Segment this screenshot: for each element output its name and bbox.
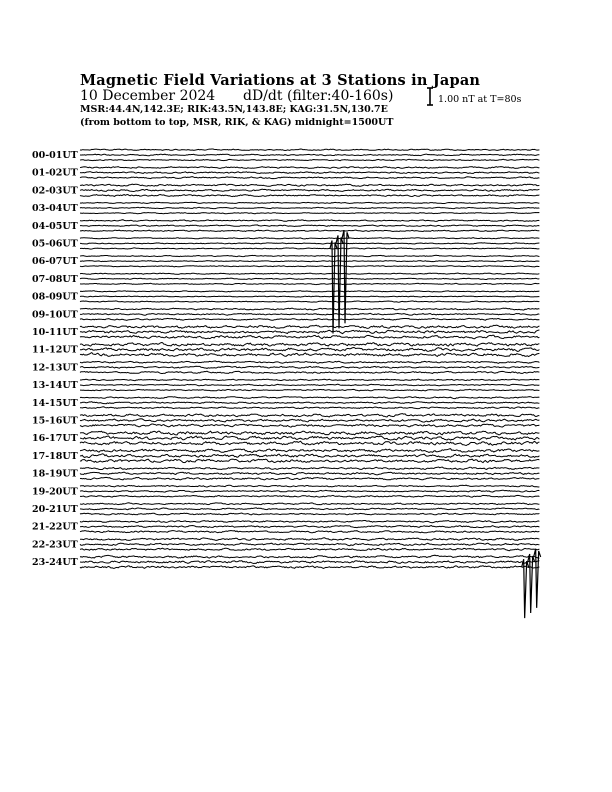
trace-kag	[80, 485, 539, 487]
hour-row	[80, 555, 539, 568]
trace-msr	[80, 389, 539, 391]
trace-msr	[80, 266, 539, 267]
hour-row	[80, 167, 539, 179]
trace-kag	[80, 449, 539, 453]
hour-row	[80, 220, 539, 232]
hour-label: 17-18UT	[32, 450, 78, 462]
hour-row	[80, 521, 539, 533]
hour-row	[80, 538, 539, 551]
hour-row	[80, 308, 539, 320]
trace-rik	[80, 261, 539, 262]
hour-label: 12-13UT	[32, 362, 78, 374]
trace-kag	[80, 538, 539, 541]
hour-row	[80, 255, 539, 267]
trace-rik	[80, 402, 539, 404]
trace-kag	[80, 467, 539, 470]
trace-msr	[80, 548, 539, 551]
trace-rik	[80, 330, 539, 334]
hour-label: 02-03UT	[32, 185, 78, 197]
trace-msr	[80, 531, 539, 533]
trace-kag	[80, 255, 539, 256]
trace-rik	[80, 526, 539, 528]
scale-bar	[427, 88, 433, 105]
hour-row	[80, 184, 539, 197]
trace-msr	[80, 301, 539, 302]
trace-rik	[80, 172, 539, 174]
chart-date: 10 December 2024	[80, 88, 216, 104]
trace-msr	[80, 495, 539, 497]
hour-label: 23-24UT	[32, 557, 78, 569]
hour-row	[80, 361, 539, 374]
trace-msr	[80, 159, 539, 160]
trace-rik	[80, 419, 539, 422]
trace-msr	[80, 371, 539, 373]
trace-kag	[80, 202, 539, 203]
hour-label: 21-22UT	[32, 521, 78, 533]
hour-label: 01-02UT	[32, 167, 78, 179]
trace-msr	[80, 513, 539, 515]
trace-kag	[80, 503, 539, 505]
station-coordinates: MSR:44.4N,142.3E; RIK:43.5N,143.8E; KAG:31.5N,130.7E	[80, 104, 388, 115]
hour-row	[80, 503, 539, 515]
hour-label: 15-16UT	[32, 415, 78, 427]
trace-kag	[80, 343, 539, 347]
trace-rik	[80, 454, 539, 458]
hour-row	[80, 273, 539, 285]
hour-label: 08-09UT	[32, 291, 78, 303]
trace-kag	[80, 555, 539, 558]
trace-rik	[80, 543, 539, 546]
trace-msr	[80, 566, 539, 569]
hour-row	[80, 343, 539, 357]
hour-label: 16-17UT	[32, 433, 78, 445]
trace-kag	[80, 361, 539, 363]
hour-label: 04-05UT	[32, 220, 78, 232]
trace-kag	[80, 308, 539, 310]
trace-kag	[80, 521, 539, 523]
chart-title: Magnetic Field Variations at 3 Stations in Japan	[80, 72, 481, 89]
trace-rik	[80, 296, 539, 297]
hour-label: 06-07UT	[32, 256, 78, 268]
hour-row	[80, 449, 539, 463]
trace-rik	[80, 384, 539, 386]
trace-rik	[80, 436, 539, 440]
chart-mode: dD/dt (filter:40-160s)	[243, 88, 394, 104]
trace-msr	[80, 459, 539, 463]
hour-label: 14-15UT	[32, 397, 78, 409]
trace-rik	[80, 243, 539, 244]
hour-label: 07-08UT	[32, 273, 78, 285]
trace-kag	[80, 167, 539, 169]
station-traces	[80, 149, 541, 618]
hour-row	[80, 431, 539, 445]
hour-label: 19-20UT	[32, 486, 78, 498]
trace-rik	[80, 189, 539, 191]
trace-kag	[80, 273, 539, 274]
trace-kag	[80, 184, 539, 186]
hour-label: 18-19UT	[32, 468, 78, 480]
hour-row	[80, 397, 539, 409]
station-order-note: (from bottom to top, MSR, RIK, & KAG) midnight=1500UT	[80, 117, 394, 128]
hour-row	[80, 414, 539, 428]
hour-label: 00-01UT	[32, 150, 78, 161]
trace-msr	[80, 424, 539, 427]
trace-msr	[80, 283, 539, 284]
hour-row	[80, 291, 539, 303]
trace-kag	[80, 325, 539, 328]
trace-kag	[80, 397, 539, 399]
trace-kag	[80, 414, 539, 417]
hour-row	[80, 379, 539, 391]
hour-label: 09-10UT	[32, 309, 78, 321]
hour-label: 20-21UT	[32, 504, 78, 515]
trace-rik	[80, 207, 539, 208]
trace-msr	[80, 177, 539, 179]
trace-msr	[80, 230, 539, 232]
trace-rik	[80, 561, 539, 564]
hour-row	[80, 325, 539, 339]
hour-label: 05-06UT	[32, 238, 78, 250]
trace-rik	[80, 472, 539, 475]
event-spike	[528, 554, 535, 613]
hour-row	[80, 202, 539, 214]
trace-rik	[80, 225, 539, 227]
trace-msr	[80, 407, 539, 409]
trace-kag	[80, 431, 539, 435]
hour-label: 11-12UT	[32, 344, 78, 356]
trace-rik	[80, 366, 539, 368]
trace-kag	[80, 220, 539, 222]
hour-labels	[32, 150, 78, 568]
trace-rik	[80, 490, 539, 492]
hour-label: 03-04UT	[32, 203, 78, 215]
hour-row	[80, 149, 539, 161]
trace-msr	[80, 195, 539, 197]
trace-kag	[80, 291, 539, 292]
trace-kag	[80, 149, 539, 151]
trace-rik	[80, 508, 539, 510]
trace-msr	[80, 441, 539, 445]
trace-msr	[80, 353, 539, 357]
trace-kag	[80, 379, 539, 381]
hour-label: 10-11UT	[32, 327, 78, 338]
trace-rik	[80, 348, 539, 352]
hour-row	[80, 238, 539, 249]
scale-bar-label: 1.00 nT at T=80s	[438, 94, 522, 105]
hour-row	[80, 485, 539, 497]
trace-rik	[80, 313, 539, 315]
trace-rik	[80, 278, 539, 279]
hour-label: 22-23UT	[32, 539, 78, 551]
trace-rik	[80, 154, 539, 156]
event-spike	[522, 559, 529, 618]
trace-msr	[80, 318, 539, 320]
trace-msr	[80, 213, 539, 214]
trace-msr	[80, 248, 539, 249]
trace-msr	[80, 335, 539, 338]
trace-kag	[80, 238, 539, 239]
hour-row	[80, 467, 539, 480]
hour-label: 13-14UT	[32, 380, 78, 392]
trace-msr	[80, 477, 539, 480]
